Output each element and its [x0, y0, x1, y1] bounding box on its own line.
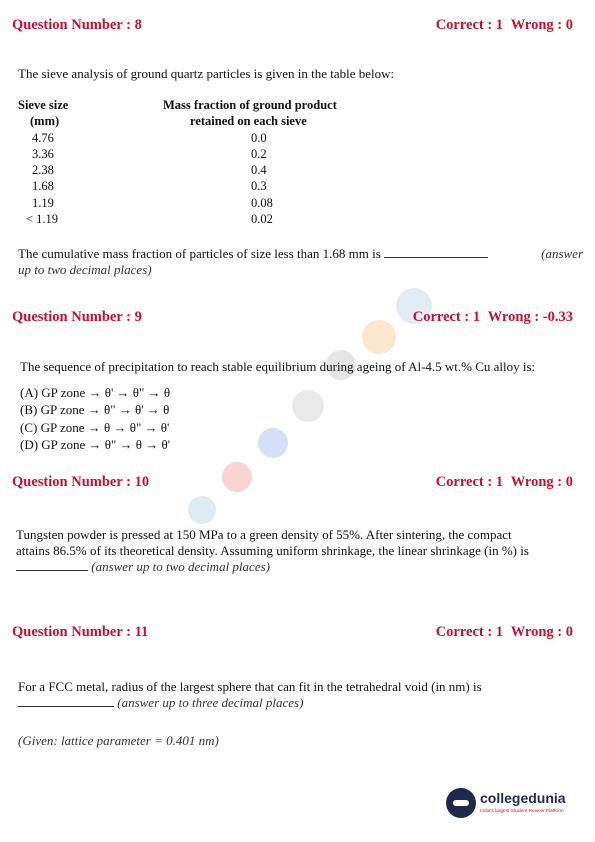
table-cell: 0.0: [251, 130, 267, 145]
collegedunia-logo: [446, 786, 576, 822]
question-10-line-1: Tungsten powder is pressed at 150 MPa to a green density of 55%. After sintering, the compact: [16, 527, 512, 542]
table-cell: 2.38: [32, 163, 54, 178]
correct-score: Correct : 1: [435, 474, 504, 490]
watermark-seal: [292, 390, 324, 422]
score-info: [409, 309, 573, 326]
answer-hint: (answer up to three decimal places): [117, 695, 304, 710]
watermark-seal: [188, 496, 216, 524]
question-10-answer-line: [16, 559, 270, 575]
watermark-seal: [258, 428, 288, 458]
answer-hint: (answer up to two decimal places): [91, 559, 270, 574]
answer-blank[interactable]: [18, 696, 114, 707]
question-number: Question Number : 10: [12, 474, 150, 490]
correct-score: Correct : 1: [435, 624, 504, 640]
score-info: [432, 474, 573, 491]
question-11-text: For a FCC metal, radius of the largest sphere that can fit in the tetrahedral void (in nm) is: [18, 679, 482, 694]
answer-blank[interactable]: [16, 560, 88, 571]
option-a[interactable]: (A) GP zone → θ' → θ" → θ: [20, 385, 171, 400]
logo-tagline: India's largest Student Review Platform: [480, 809, 564, 814]
sieve-size-column: [18, 97, 88, 227]
table-cell: 0.3: [251, 179, 267, 194]
question-11-header: [12, 624, 573, 641]
question-8-intro: The sieve analysis of ground quartz particles is given in the table below:: [18, 66, 395, 81]
logo-name: collegedunia: [480, 790, 566, 806]
wrong-score: Wrong : 0: [510, 624, 573, 640]
column-header: retained on each sieve: [190, 114, 307, 129]
wrong-score: Wrong : 0: [510, 474, 573, 490]
question-8-text: [18, 246, 583, 262]
table-cell: 3.36: [32, 146, 54, 161]
table-cell: < 1.19: [26, 212, 59, 227]
column-header-unit: (mm): [30, 114, 60, 129]
question-10-header: [12, 474, 573, 491]
table-cell: 4.76: [32, 130, 54, 145]
table-cell: 0.4: [251, 163, 267, 178]
correct-score: Correct : 1: [435, 17, 504, 33]
question-8-header: [12, 17, 573, 34]
question-10-line-2: attains 86.5% of its theoretical density. Assuming uniform shrinkage, the linear shrinkage (in %) is: [16, 543, 529, 558]
question-number: Question Number : 11: [12, 624, 149, 640]
question-9-header: [12, 309, 573, 326]
given-data: (Given: lattice parameter = 0.401 nm): [18, 733, 219, 748]
column-header: Sieve size: [18, 98, 69, 112]
table-cell: 0.02: [251, 212, 273, 227]
option-b[interactable]: (B) GP zone → θ" → θ' → θ: [20, 402, 170, 417]
logo-mascot-icon: [446, 788, 476, 818]
score-info: [432, 17, 573, 34]
table-cell: 0.2: [251, 146, 267, 161]
question-11-answer-line: [18, 695, 303, 711]
correct-score: Correct : 1: [412, 309, 481, 325]
question-number: Question Number : 9: [12, 309, 142, 325]
table-cell: 1.19: [32, 195, 54, 210]
answer-blank[interactable]: [384, 247, 488, 258]
column-header: Mass fraction of ground product: [163, 98, 337, 112]
table-cell: 0.08: [251, 195, 273, 210]
question-number: Question Number : 8: [12, 17, 142, 33]
option-c[interactable]: (C) GP zone → θ → θ" → θ': [20, 420, 170, 435]
table-cell: 1.68: [32, 179, 54, 194]
wrong-score: Wrong : -0.33: [487, 309, 573, 325]
answer-hint: up to two decimal places): [18, 262, 152, 277]
score-info: [432, 624, 573, 641]
option-d[interactable]: (D) GP zone → θ" → θ → θ': [20, 437, 171, 452]
question-9-text: The sequence of precipitation to reach stable equilibrium during ageing of Al-4.5 wt.% Cu alloy is:: [20, 359, 536, 374]
wrong-score: Wrong : 0: [510, 17, 573, 33]
answer-hint: (answer: [541, 246, 583, 261]
question-text: The cumulative mass fraction of particles of size less than 1.68 mm is: [18, 246, 381, 261]
mass-fraction-column: [163, 97, 383, 227]
